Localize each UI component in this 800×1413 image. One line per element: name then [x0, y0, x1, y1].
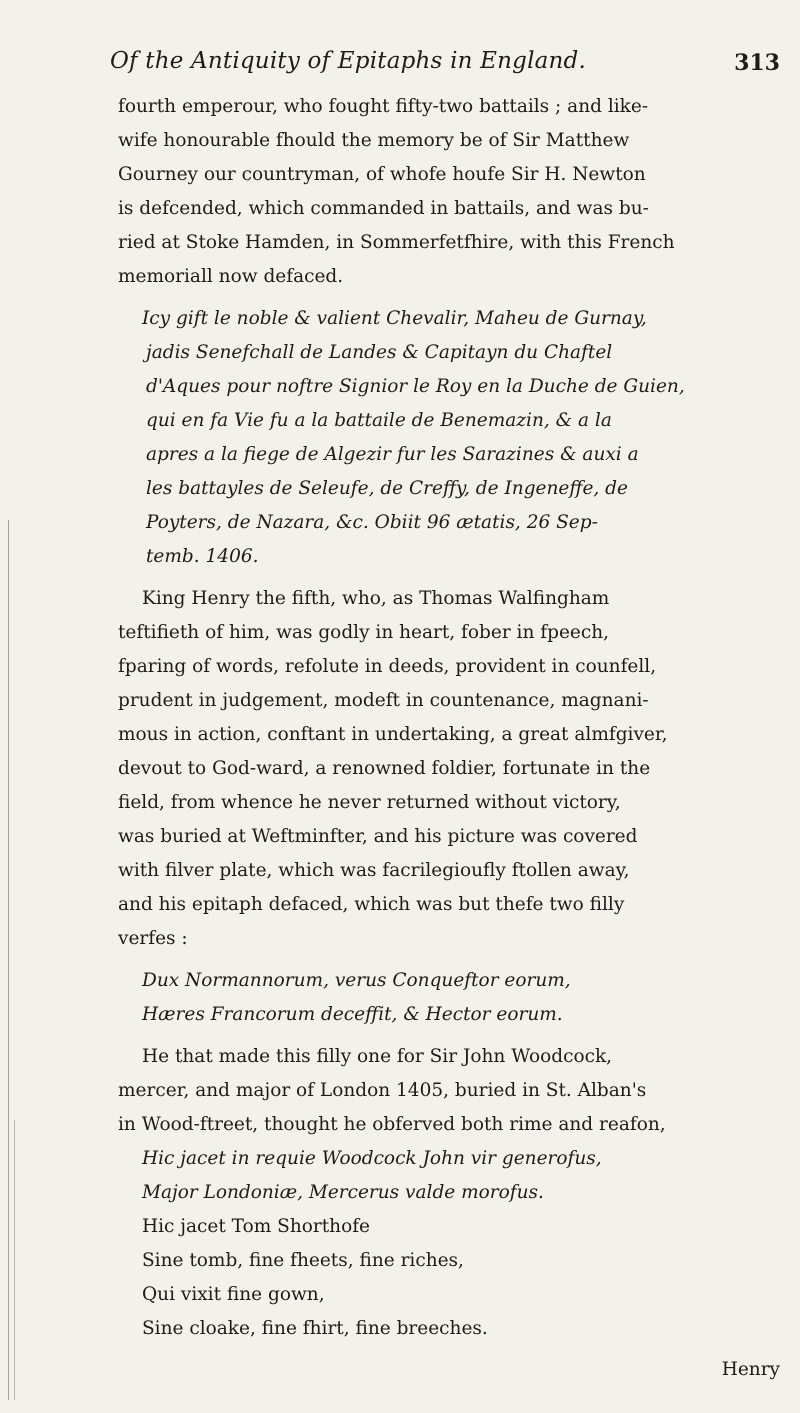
- running-title: Of the Antiquity of Epitaphs in England.: [110, 48, 586, 74]
- page-number: 313: [734, 50, 780, 76]
- french-epitaph-line: apres a la fiege de Algezir fur les Sarazines & auxi a: [146, 444, 639, 465]
- text-line: fourth emperour, who fought fifty-two battails ; and like-: [118, 96, 649, 117]
- paragraph-gap: [118, 956, 780, 964]
- french-epitaph-line: Poyters, de Nazara, &c. Obiit 96 ætatis, 26 Sep-: [146, 512, 598, 533]
- text-line: wife honourable fhould the memory be of Sir Matthew: [118, 130, 630, 151]
- text-line: teftifieth of him, was godly in heart, fober in fpeech,: [118, 622, 610, 643]
- text-line: devout to God-ward, a renowned foldier, fortunate in the: [118, 758, 651, 779]
- french-epitaph-line: jadis Senefchall de Landes & Capitayn du Chaftel: [146, 342, 613, 363]
- text-line: fparing of words, refolute in deeds, provident in counfell,: [118, 656, 657, 677]
- text-line: prudent in judgement, modeft in countenance, magnani-: [118, 690, 649, 711]
- verse-line: Hic jacet Tom Shorthofe: [142, 1216, 370, 1237]
- latin-epitaph-line: Dux Normannorum, verus Conqueftor eorum,: [142, 970, 571, 991]
- page-text: [118, 90, 780, 1380]
- text-line: with filver plate, which was facrilegioufly ftollen away,: [118, 860, 630, 881]
- text-line: in Wood-ftreet, thought he obferved both rime and reafon,: [118, 1114, 666, 1135]
- text-line: memoriall now defaced.: [118, 266, 344, 287]
- paragraph-gap: [118, 574, 780, 582]
- verse-line: Sine cloake, fine fhirt, fine breeches.: [142, 1318, 488, 1339]
- binding-edge-line: [8, 520, 9, 1400]
- text-line: mercer, and major of London 1405, buried in St. Alban's: [118, 1080, 647, 1101]
- verse-line: Major Londoniæ, Mercerus valde morofus.: [142, 1182, 544, 1203]
- paragraph-gap: [118, 294, 780, 302]
- french-epitaph-line: qui en fa Vie fu a la battaile de Benemazin, & a la: [146, 410, 612, 431]
- text-line: is defcended, which commanded in battails, and was bu-: [118, 198, 649, 219]
- paragraph-gap: [118, 1032, 780, 1040]
- french-epitaph-line: Icy gift le noble & valient Chevalir, Maheu de Gurnay,: [142, 308, 647, 329]
- catchword: Henry: [721, 1359, 780, 1380]
- binding-edge-line-inner: [14, 1120, 15, 1400]
- latin-epitaph-line: Hæres Francorum deceffit, & Hector eorum.: [142, 1004, 563, 1025]
- text-line: was buried at Weftminfter, and his picture was covered: [118, 826, 638, 847]
- text-line: mous in action, conftant in undertaking, a great almfgiver,: [118, 724, 668, 745]
- text-line: field, from whence he never returned without victory,: [118, 792, 621, 813]
- text-line: King Henry the fifth, who, as Thomas Walfingham: [142, 588, 610, 609]
- verse-line: Qui vixit fine gown,: [142, 1284, 325, 1305]
- text-line: verfes :: [118, 928, 188, 949]
- page-header: [110, 40, 780, 90]
- text-line: ried at Stoke Hamden, in Sommerfetfhire, with this French: [118, 232, 675, 253]
- text-line: and his epitaph defaced, which was but thefe two filly: [118, 894, 625, 915]
- french-epitaph-line: d'Aques pour noftre Signior le Roy en la Duche de Guien,: [146, 376, 685, 397]
- verse-line: Sine tomb, fine fheets, fine riches,: [142, 1250, 464, 1271]
- catchword-row: [118, 1346, 780, 1380]
- french-epitaph-line: temb. 1406.: [146, 546, 259, 567]
- verse-line: Hic jacet in requie Woodcock John vir generofus,: [142, 1148, 602, 1169]
- text-line: He that made this filly one for Sir John Woodcock,: [142, 1046, 613, 1067]
- french-epitaph-line: les battayles de Seleufe, de Creffy, de Ingeneffe, de: [146, 478, 628, 499]
- text-line: Gourney our countryman, of whofe houfe Sir H. Newton: [118, 164, 646, 185]
